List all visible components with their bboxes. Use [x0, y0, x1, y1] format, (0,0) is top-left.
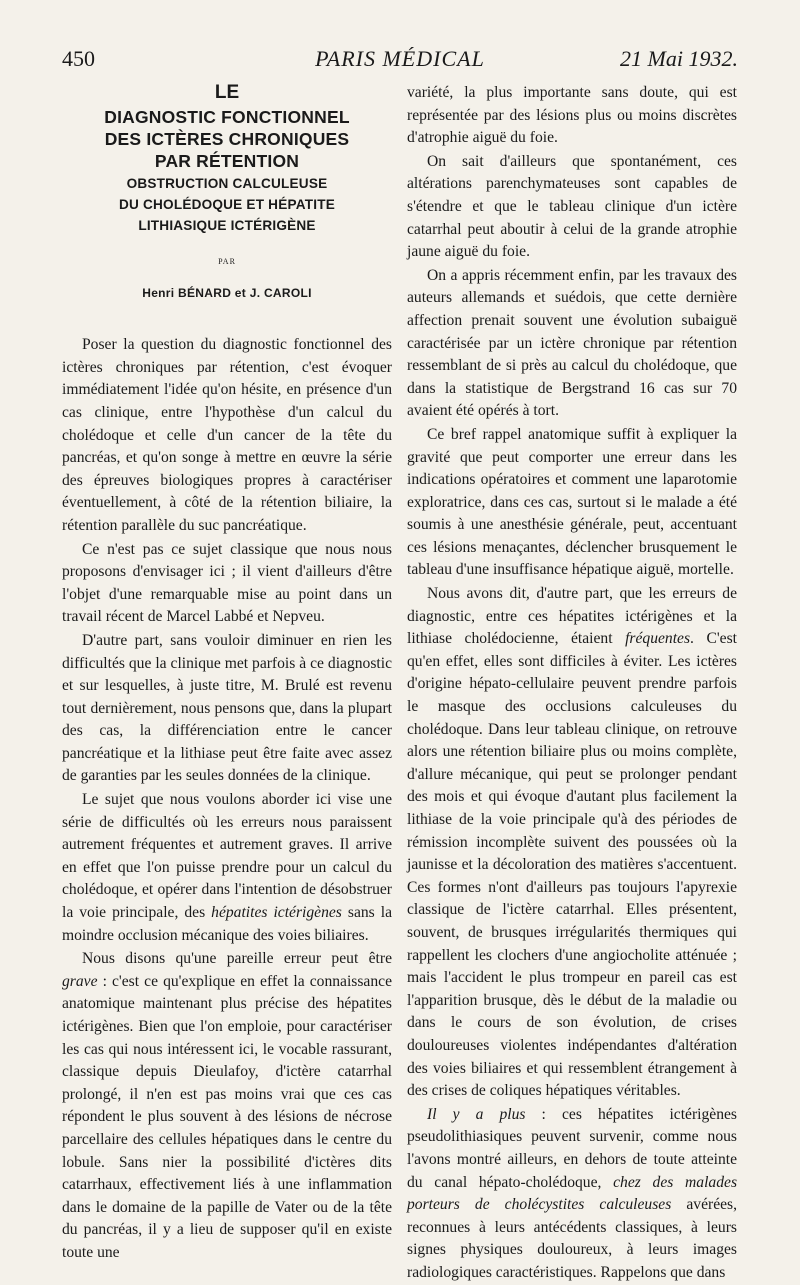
subtitle-line-1: OBSTRUCTION CALCULEUSE [126, 176, 328, 191]
running-header [62, 42, 738, 76]
paragraph: variété, la plus importante sans doute, qui est représentée par des lésions plus ou moins discrètes d'atrophie aiguë du foie. [407, 84, 737, 147]
paragraph: Le sujet que nous voulons aborder ici vise une série de difficultés où les erreurs nous paraissent autrement fréquentes et autrement graves. Il arrive en effet que l'on puisse prendre pour un calcul du cholédoque, et opérer dans l'intention de désobstruer la voie principale, des hépatites ictérigènes sans la moindre occlusion mécanique des voies biliaires. [62, 791, 392, 944]
journal-title: PARIS MÉDICAL [315, 46, 485, 71]
paragraph: On a appris récemment enfin, par les travaux des auteurs allemands et suédois, que cette dernière affection prenait souvent une évolution subaiguë caractérisée par un ictère chronique par rétention ressemblant de si près au calcul du cholédoque, que dans la statistique de Bergstrand 16 cas sur 70 avaient été opérés à tort. [407, 266, 737, 420]
subtitle-line-3: LITHIASIQUE ICTÉRIGÈNE [138, 218, 316, 233]
emphasis: hépatites ictérigènes [211, 904, 342, 922]
left-column [62, 82, 392, 1266]
title-line-3: PAR RÉTENTION [154, 151, 300, 171]
paragraph: Il y a plus : ces hépatites ictérigènes pseudolithiasiques peuvent survenir, comme nous l'avons montré ailleurs, en dehors de toute atteinte du canal hépato-cholédoque, chez des malades porteurs de cholécystites calculeuses avérées, reconnues à leurs antécédents classiques, à leurs signes physiques douloureux, à leurs images radiologiques caractéristiques. Rappelons que dans [407, 1105, 738, 1281]
paragraph: Poser la question du diagnostic fonctionnel des ictères chroniques par rétention, c'est évoquer immédiatement l'idée qu'on hésite, en présence d'un cas clinique, entre l'hypothèse d'un calcul du cholédoque et celle d'un cancer de la tête du pancréas, et qu'on songe à mettre en œuvre la série des épreuves biologiques propres à caractériser éventuellement, à côté de la rétention biliaire, la rétention parallèle du suc pancréatique. [62, 336, 392, 534]
emphasis: Il y a plus [427, 1105, 526, 1123]
article-title-block [62, 82, 392, 304]
issue-date: 21 Mai 1932. [620, 46, 738, 71]
page-number: 450 [62, 46, 95, 71]
paragraph: On sait d'ailleurs que spontanément, ces altérations parenchymateuses sont capables de s'étendre et que le tableau clinique d'un ictère catarrhal peut aboutir à celui de la grande atrophie jaune aiguë du foie. [407, 152, 737, 261]
paragraph: Nous disons qu'une pareille erreur peut être grave : c'est ce qu'explique en effet la connaissance anatomique maintenant plus précise des hépatites ictérigènes. Bien que l'on emploie, pour caractériser les cas qui nous intéressent ici, le vocable rassurant, classique depuis Dieulafoy, d'ictère catarrhal prolongé, il n'en est pas moins vrai que ces cas répondent le plus souvent à des lésions de nécrose parcellaire des cellules hépatiques dans le centre du lobule. Sans nier la possibilité d'ictères dits catarrhaux, effectivement liés à une inflammation dans le domaine de la papille de Vater ou de la tête du pancréas, il y a lieu de supposer qu'il en existe toute une [62, 950, 392, 1261]
title-line-1: DIAGNOSTIC FONCTIONNEL [104, 107, 350, 127]
emphasis: fréquentes [625, 630, 691, 648]
emphasis: grave [62, 972, 98, 990]
authors: Henri BÉNARD et J. CAROLI [142, 285, 312, 300]
title-article-word: LE [214, 82, 240, 103]
paragraph: D'autre part, sans vouloir diminuer en rien les difficultés que la clinique met parfois à ce diagnostic et sur lesquelles, à juste titre, M. Brulé est revenu tout dernièrement, nous pensons que, dans la plupart des cas, la différenciation entre le cancer pancréatique et la lithiase peut être faite avec assez de garanties par les seules données de la clinique. [62, 631, 392, 785]
title-line-2: DES ICTÈRES CHRONIQUES [104, 129, 350, 149]
right-column [407, 82, 737, 1285]
paragraph: Nous avons dit, d'autre part, que les erreurs de diagnostic, entre ces hépatites ictérigènes et la lithiase cholédocienne, étaient fréquentes. C'est qu'en effet, elles sont difficiles à éviter. Les ictères d'origine hépato-cellulaire peuvent prendre parfois le masque des occlusions calculeuses du cholédoque. Dans leur tableau clinique, on retrouve alors une rétention biliaire plus ou moins complète, d'allure mécanique, qui peut se prolonger pendant des mois et qui évoque d'autant plus facilement la lithiase de la voie principale qu'à des périodes de rémission incomplète suivent des poussées où la jaunisse et la décoloration des matières s'accentuent. Ces formes n'ont d'ailleurs pas toujours l'apyrexie classique de l'ictère catarrhal. Elles présentent, souvent, de brusques irrégularités thermiques qui rappellent les clochers d'une angiocholite atténuée ; mais l'accident le plus trompeur en pareil cas est l'apparition brusque, dès le début de la maladie ou dans le cours de son évolution, de crises douloureuses violentes indépendantes d'altération des voies biliaires et qui ressemblent étrangement à des crises de coliques hépatiques véritables. [407, 585, 737, 1100]
paragraph: Ce n'est pas ce sujet classique que nous nous proposons d'envisager ici ; il vient d'ailleurs d'être l'objet d'une remarquable mise au point dans un travail récent de Marcel Labbé et Nepveu. [62, 540, 392, 626]
paragraph: Ce bref rappel anatomique suffit à expliquer la gravité que peut comporter une erreur dans les indications opératoires et comment une laparotomie exploratrice, dans ces cas, surtout si le malade a été soumis à une anesthésie générale, peut, accentuant ces lésions menaçantes, déclencher brusquement le tableau d'une insuffisance hépatique aiguë, mortelle. [407, 425, 737, 579]
emphasis: chez des malades porteurs de cholécystites calculeuses [407, 1173, 738, 1214]
subtitle-line-2: DU CHOLÉDOQUE ET HÉPATITE [119, 197, 335, 212]
by-line-par: PAR [218, 257, 236, 266]
